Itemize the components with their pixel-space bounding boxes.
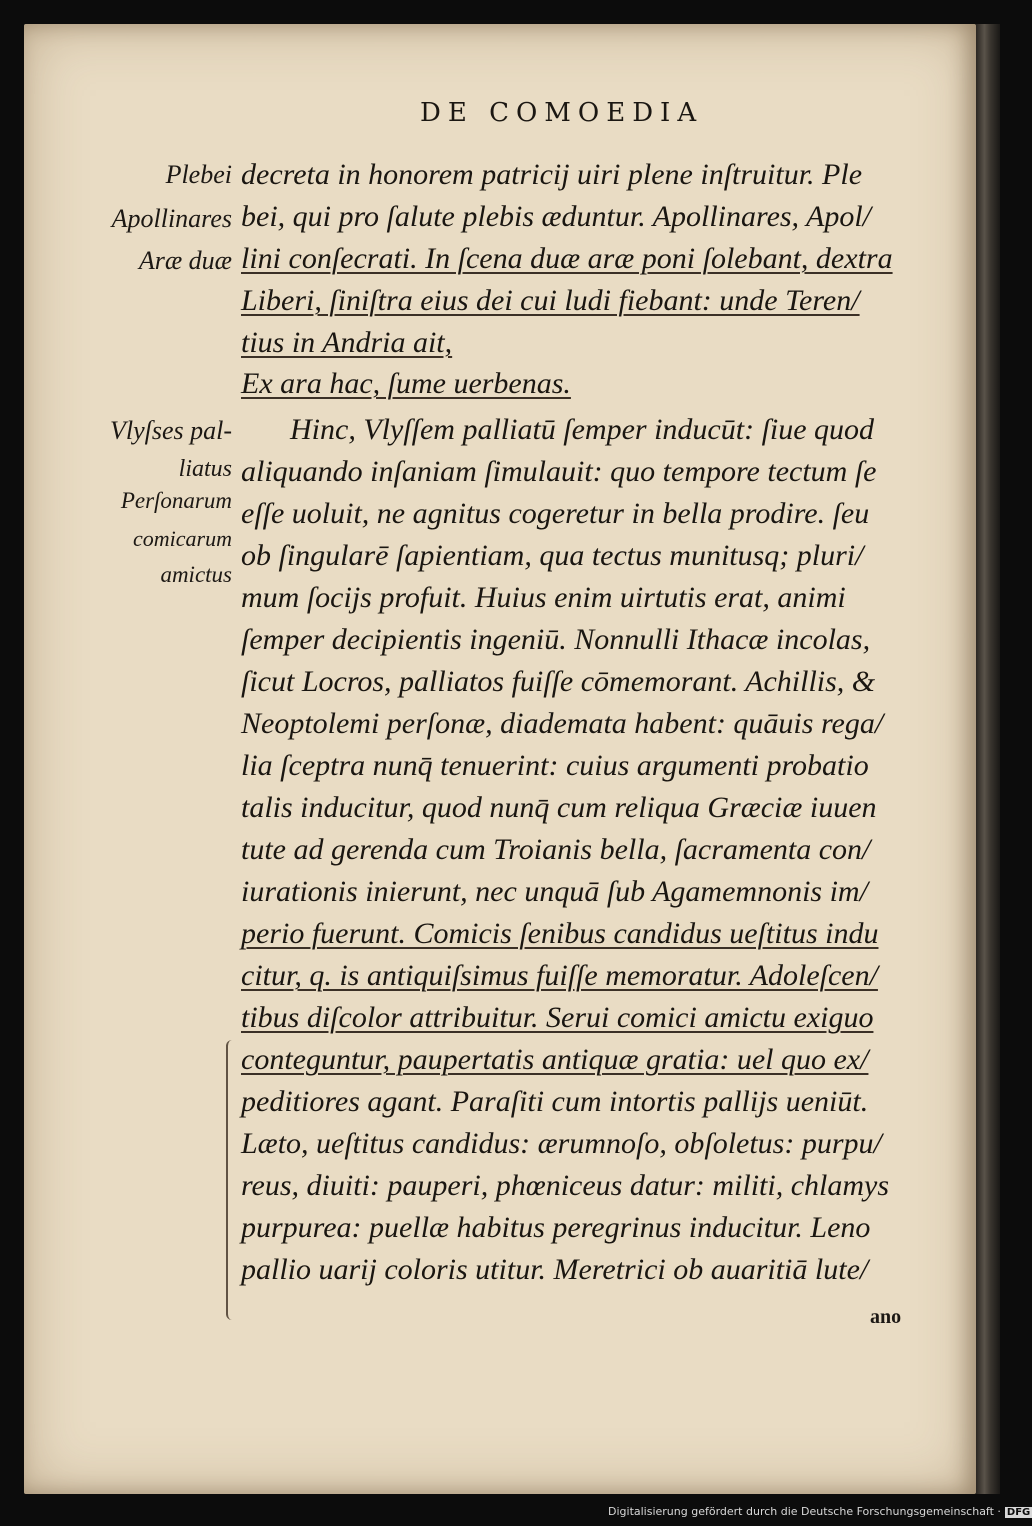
margin-note: comicarum <box>133 526 232 551</box>
text-line: purpurea: puellæ habitus peregrinus inducitur. Leno <box>241 1211 871 1244</box>
text-line: peditiores agant. Paraſiti cum intortis pallijs ueniūt. <box>241 1085 869 1118</box>
margin-note: liatus <box>178 456 232 482</box>
text-line: eſſe uoluit, ne agnitus cogeretur in bella prodire. ſeu <box>241 497 870 530</box>
text-line: iurationis inierunt, nec unquā ſub Agamemnonis im/ <box>241 875 868 908</box>
footer <box>608 1505 1032 1518</box>
text-line: lia ſceptra nunq̄ tenuerint: cuius argumenti probatio <box>241 749 869 782</box>
margin-note: Perſonarum <box>120 488 232 513</box>
text-line: Hinc, Vlyſſem palliatū ſemper inducūt: ſiue quod <box>290 413 875 446</box>
text-line: ſemper decipientis ingeniū. Nonnulli Ithacæ incolas, <box>241 623 871 656</box>
text-line: Ex ara hac, ſume uerbenas. <box>241 367 571 400</box>
text-line: tibus diſcolor attribuitur. Serui comici amictu exiguo <box>241 1001 874 1034</box>
dfg-logo: DFG <box>1006 1507 1031 1518</box>
text-line: decreta in honorem patricij uiri plene inſtruitur. Ple <box>241 158 863 191</box>
text-line: ob ſingularē ſapientiam, qua tectus munitusq; pluri/ <box>241 539 864 572</box>
text-line: mum ſocijs profuit. Huius enim uirtutis erat, animi <box>241 581 846 614</box>
text-line: pallio uarij coloris utitur. Meretrici ob auaritiā lute/ <box>241 1253 869 1286</box>
text-line: bei, qui pro ſalute plebis æduntur. Apollinares, Apol/ <box>241 200 872 233</box>
catchword: ano <box>870 1306 902 1328</box>
text-line: perio fuerunt. Comicis ſenibus candidus ueſtitus indu <box>241 917 879 950</box>
page-edge <box>976 24 1000 1494</box>
footer-text: Digitalisierung gefördert durch die Deutsche Forschungsgemeinschaft · <box>608 1505 1001 1518</box>
text-line: tius in Andria ait, <box>241 326 453 359</box>
margin-note: Aræ duæ <box>138 246 232 275</box>
text-line: aliquando inſaniam ſimulauit: quo tempore tectum ſe <box>241 455 877 488</box>
text-line: Læto, ueſtitus candidus: ærumnoſo, obſoletus: purpu/ <box>241 1127 882 1160</box>
margin-note: amictus <box>160 562 232 587</box>
text-line: Neoptolemi perſonæ, diademata habent: quāuis rega/ <box>241 707 884 740</box>
page-header: DE COMOEDIA <box>420 98 704 128</box>
text-line: ſicut Locros, palliatos fuiſſe cōmemorant. Achillis, & <box>241 665 876 698</box>
margin-note: Plebei <box>165 160 232 189</box>
margin-note: Apollinares <box>111 204 232 233</box>
text-line: lini conſecrati. In ſcena duæ aræ poni ſolebant, dextra <box>241 242 893 275</box>
margin-note: Vlyſses pal- <box>109 416 232 445</box>
text-line: Liberi, ſiniſtra eius dei cui ludi fiebant: unde Teren/ <box>241 284 860 317</box>
text-line: talis inducitur, quod nunq̄ cum reliqua Græciæ iuuen <box>241 791 877 824</box>
text-line: conteguntur, paupertatis antiquæ gratia: uel quo ex/ <box>241 1043 869 1076</box>
handwritten-bracket <box>226 1040 240 1320</box>
text-line: tute ad gerenda cum Troianis bella, ſacramenta con/ <box>241 833 871 866</box>
text-line: citur, q. is antiquiſsimus fuiſſe memoratur. Adoleſcen/ <box>241 959 878 992</box>
text-line: reus, diuiti: pauperi, phœniceus datur: militi, chlamys <box>241 1169 890 1202</box>
